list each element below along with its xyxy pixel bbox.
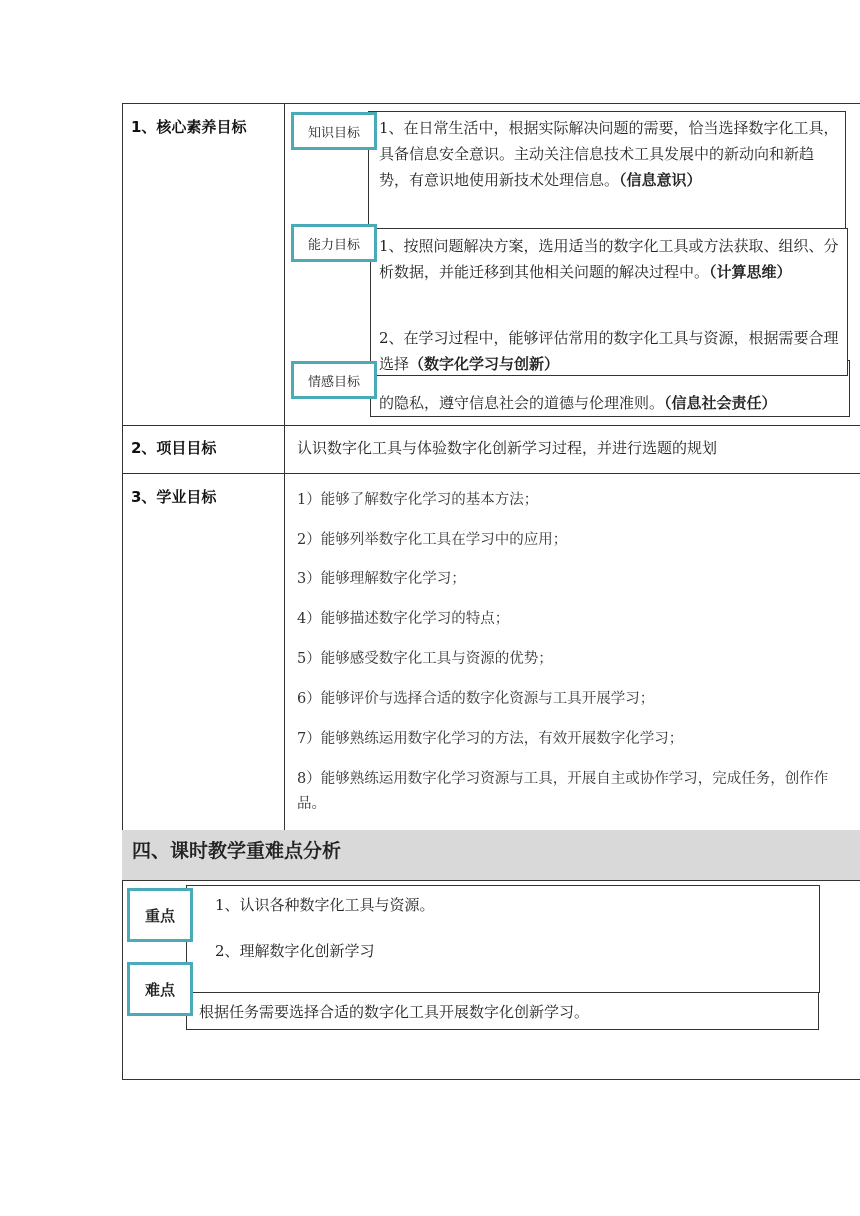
- academic-goal-item: 6）能够评价与选择合适的数字化资源与工具开展学习；: [297, 691, 655, 707]
- knowledge-goal-box: [368, 111, 846, 229]
- academic-goal-item: 4）能够描述数字化学习的特点；: [297, 611, 510, 627]
- academic-goal-item: 8）能够熟练运用数字化学习资源与工具，开展自主或协作学习，完成任务，创作作品。: [297, 771, 829, 812]
- key-points-box: [186, 885, 820, 993]
- ability-goal-box: [370, 228, 848, 376]
- ability-goal-item-1: 1、按照问题解决方案，选用适当的数字化工具或方法获取、组织、分析数据，并能迁移到其他相关问题的解决过程中。（计算思维）: [379, 237, 839, 281]
- emotion-goal-text: 的隐私，遵守信息社会的道德与伦理准则。（信息社会责任）: [379, 394, 777, 412]
- section-divider: [122, 880, 860, 881]
- section-title: 四、课时教学重难点分析: [122, 830, 860, 880]
- row-divider-2: [122, 473, 860, 474]
- key-point-item: 1、认识各种数字化工具与资源。: [215, 896, 435, 914]
- ability-goal-tag: 能力目标: [291, 224, 377, 262]
- emotion-goal-tag: 情感目标: [291, 361, 377, 399]
- difficult-point-text: 根据任务需要选择合适的数字化工具开展数字化创新学习。: [199, 1003, 590, 1021]
- key-point-item: 2、理解数字化创新学习: [215, 942, 375, 960]
- ability-goal-item-2: 2、在学习过程中，能够评估常用的数字化工具与资源，根据需要合理选择（数字化学习与创新）: [379, 329, 839, 373]
- row-divider-1: [122, 425, 860, 426]
- column-divider: [284, 103, 285, 830]
- knowledge-goal-text: 1、在日常生活中，根据实际解决问题的需要，恰当选择数字化工具，具备信息安全意识。主动关注信息技术工具发展中的新动向和新趋势，有意识地使用新技术处理信息。（信息意识）: [379, 119, 839, 189]
- row-label-academic-goal: 3、学业目标: [131, 488, 217, 506]
- key-points-tag: 重点: [127, 888, 193, 942]
- knowledge-goal-tag: 知识目标: [291, 112, 377, 150]
- difficult-points-tag: 难点: [127, 962, 193, 1016]
- project-goal-text: 认识数字化工具与体验数字化创新学习过程，并进行选题的规划: [297, 439, 718, 457]
- table-left-border: [122, 103, 123, 1080]
- academic-goal-item: 3）能够理解数字化学习；: [297, 571, 466, 587]
- difficult-points-box: [186, 992, 819, 1030]
- academic-goal-item: 7）能够熟练运用数字化学习的方法，有效开展数字化学习；: [297, 731, 684, 747]
- academic-goal-item: 5）能够感受数字化工具与资源的优势；: [297, 651, 553, 667]
- row-label-core-literacy: 1、核心素养目标: [131, 118, 247, 136]
- row-label-project-goal: 2、项目目标: [131, 439, 217, 457]
- table-bottom-border: [122, 1079, 860, 1080]
- table-top-border: [122, 103, 860, 104]
- academic-goal-item: 1）能够了解数字化学习的基本方法；: [297, 492, 539, 508]
- academic-goal-item: 2）能够列举数字化工具在学习中的应用；: [297, 532, 568, 548]
